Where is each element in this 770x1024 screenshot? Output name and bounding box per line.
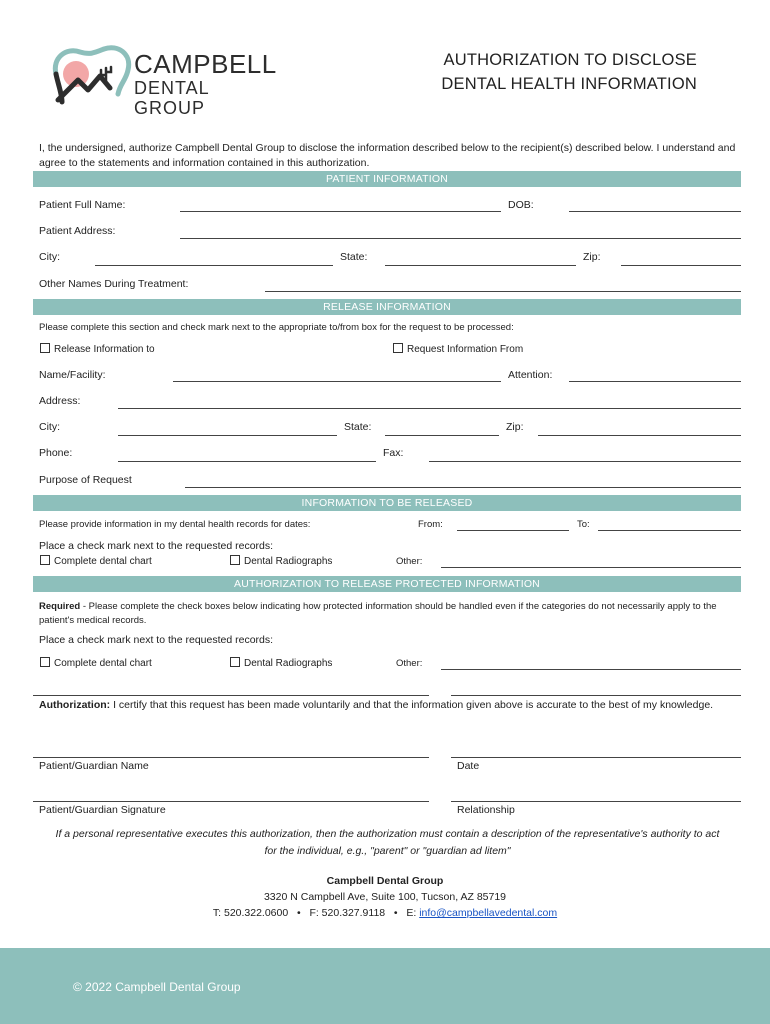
tooth-sun-cactus-icon [48, 44, 132, 106]
fax-field[interactable] [429, 461, 741, 462]
contact-email-label: E: [406, 907, 417, 919]
protected-radiographs-label: Dental Radiographs [244, 658, 333, 669]
release-city-label: City: [39, 421, 60, 433]
bullet-icon: • [393, 907, 398, 919]
logo-line1: CAMPBELL [134, 49, 277, 79]
released-complete-chart-checkbox[interactable] [40, 555, 152, 568]
protected-radiographs-checkbox[interactable] [230, 657, 332, 670]
from-label: From: [418, 519, 443, 530]
required-label: Required [39, 601, 81, 612]
contact-phone: T: 520.322.0600 [212, 907, 289, 919]
protected-other-field[interactable] [441, 669, 741, 670]
released-other-label: Other: [396, 556, 423, 567]
patient-address-field[interactable] [180, 238, 741, 239]
section-header-patient: PATIENT INFORMATION [33, 171, 741, 187]
contact-line [0, 906, 770, 920]
section-header-released: INFORMATION TO BE RELEASED [33, 495, 741, 511]
checkbox-icon [230, 555, 240, 565]
release-city-field[interactable] [118, 435, 337, 436]
checkbox-icon [40, 555, 50, 565]
contact-address: 3320 N Campbell Ave, Suite 100, Tucson, AZ 85719 [263, 891, 507, 903]
purpose-label: Purpose of Request [39, 474, 132, 486]
release-to-checkbox[interactable] [40, 343, 155, 356]
bullet-icon: • [296, 907, 301, 919]
release-instructions: Please complete this section and check mark next to the appropriate to/from box for the request to be processed: [39, 322, 514, 333]
guardian-name-field[interactable] [33, 757, 429, 758]
page-title-line2: DENTAL HEALTH INFORMATION [441, 75, 697, 93]
relationship-field[interactable] [451, 801, 741, 802]
release-address-field[interactable] [118, 408, 741, 409]
authorization-label: Authorization: [39, 699, 111, 711]
authorization-text: I certify that this request has been made voluntarily and that the information given above is accurate to the best of my knowledge. [110, 699, 714, 711]
other-names-label: Other Names During Treatment: [39, 278, 189, 290]
protected-place-check-label: Place a check mark next to the requested records: [39, 634, 274, 646]
checkbox-icon [40, 657, 50, 667]
dob-label: DOB: [508, 199, 534, 211]
patient-address-label: Patient Address: [39, 225, 116, 237]
checkbox-icon [40, 343, 50, 353]
fax-label: Fax: [383, 447, 404, 459]
release-to-label: Release Information to [54, 344, 155, 355]
release-zip-field[interactable] [538, 435, 741, 436]
to-label: To: [577, 519, 590, 530]
phone-field[interactable] [118, 461, 376, 462]
date-field[interactable] [451, 757, 741, 758]
logo-line2: DENTAL GROUP [134, 78, 210, 118]
auth-divider-left [33, 695, 429, 696]
patient-zip-field[interactable] [621, 265, 741, 266]
guardian-name-label: Patient/Guardian Name [39, 760, 149, 772]
contact-fax: F: 520.327.9118 [309, 907, 386, 919]
authorization-statement [39, 698, 739, 713]
radiographs-label: Dental Radiographs [244, 556, 333, 567]
logo [48, 44, 277, 118]
released-radiographs-checkbox[interactable] [230, 555, 332, 568]
phone-label: Phone: [39, 447, 73, 459]
from-date-field[interactable] [457, 530, 569, 531]
complete-chart-label: Complete dental chart [54, 556, 152, 567]
representative-note: If a personal representative executes this authorization, then the authorization must contain a description of the representative's authority to act for the individual, e.g., "parent" or "guardian ad litem" [55, 828, 720, 857]
patient-state-field[interactable] [385, 265, 576, 266]
relationship-label: Relationship [457, 804, 515, 816]
section-header-release: RELEASE INFORMATION [33, 299, 741, 315]
guardian-signature-field[interactable] [33, 801, 429, 802]
footer-copyright: © 2022 Campbell Dental Group [73, 980, 241, 994]
release-state-label: State: [344, 421, 372, 433]
to-date-field[interactable] [598, 530, 741, 531]
other-names-field[interactable] [265, 291, 741, 292]
attention-label: Attention: [508, 369, 553, 381]
release-zip-label: Zip: [506, 421, 524, 433]
patient-name-field[interactable] [180, 211, 501, 212]
patient-state-label: State: [340, 251, 368, 263]
patient-zip-label: Zip: [583, 251, 601, 263]
footer-band [0, 948, 770, 1024]
contact-email-link[interactable]: info@campbellavedental.com [419, 907, 558, 919]
released-place-check-label: Place a check mark next to the requested records: [39, 540, 274, 552]
protected-other-label: Other: [396, 658, 423, 669]
patient-city-label: City: [39, 251, 60, 263]
dob-field[interactable] [569, 211, 741, 212]
patient-city-field[interactable] [95, 265, 333, 266]
page-title-line1: AUTHORIZATION TO DISCLOSE [443, 51, 697, 69]
intro-text: I, the undersigned, authorize Campbell Dental Group to disclose the information described below to the recipient(s) described below. I understand and agree to the statements and information contained in this authorization. [39, 142, 736, 169]
auth-divider-right [451, 695, 741, 696]
attention-field[interactable] [569, 381, 741, 382]
name-facility-field[interactable] [173, 381, 501, 382]
guardian-signature-label: Patient/Guardian Signature [39, 804, 166, 816]
request-from-label: Request Information From [407, 344, 524, 355]
patient-name-label: Patient Full Name: [39, 199, 126, 211]
contact-name: Campbell Dental Group [326, 875, 444, 887]
required-note [39, 600, 739, 628]
release-address-label: Address: [39, 395, 81, 407]
request-from-checkbox[interactable] [393, 343, 523, 356]
released-other-field[interactable] [441, 567, 741, 568]
protected-complete-chart-label: Complete dental chart [54, 658, 152, 669]
dates-label: Please provide information in my dental health records for dates: [39, 519, 311, 530]
purpose-field[interactable] [185, 487, 741, 488]
date-label: Date [457, 760, 480, 772]
release-state-field[interactable] [385, 435, 499, 436]
checkbox-icon [393, 343, 403, 353]
section-header-protected: AUTHORIZATION TO RELEASE PROTECTED INFORMATION [33, 576, 741, 592]
name-facility-label: Name/Facility: [39, 369, 106, 381]
required-text: - Please complete the check boxes below indicating how protected information should be handled even if the categories do not necessarily apply to the patient's medical records. [39, 601, 717, 626]
protected-complete-chart-checkbox[interactable] [40, 657, 152, 670]
checkbox-icon [230, 657, 240, 667]
